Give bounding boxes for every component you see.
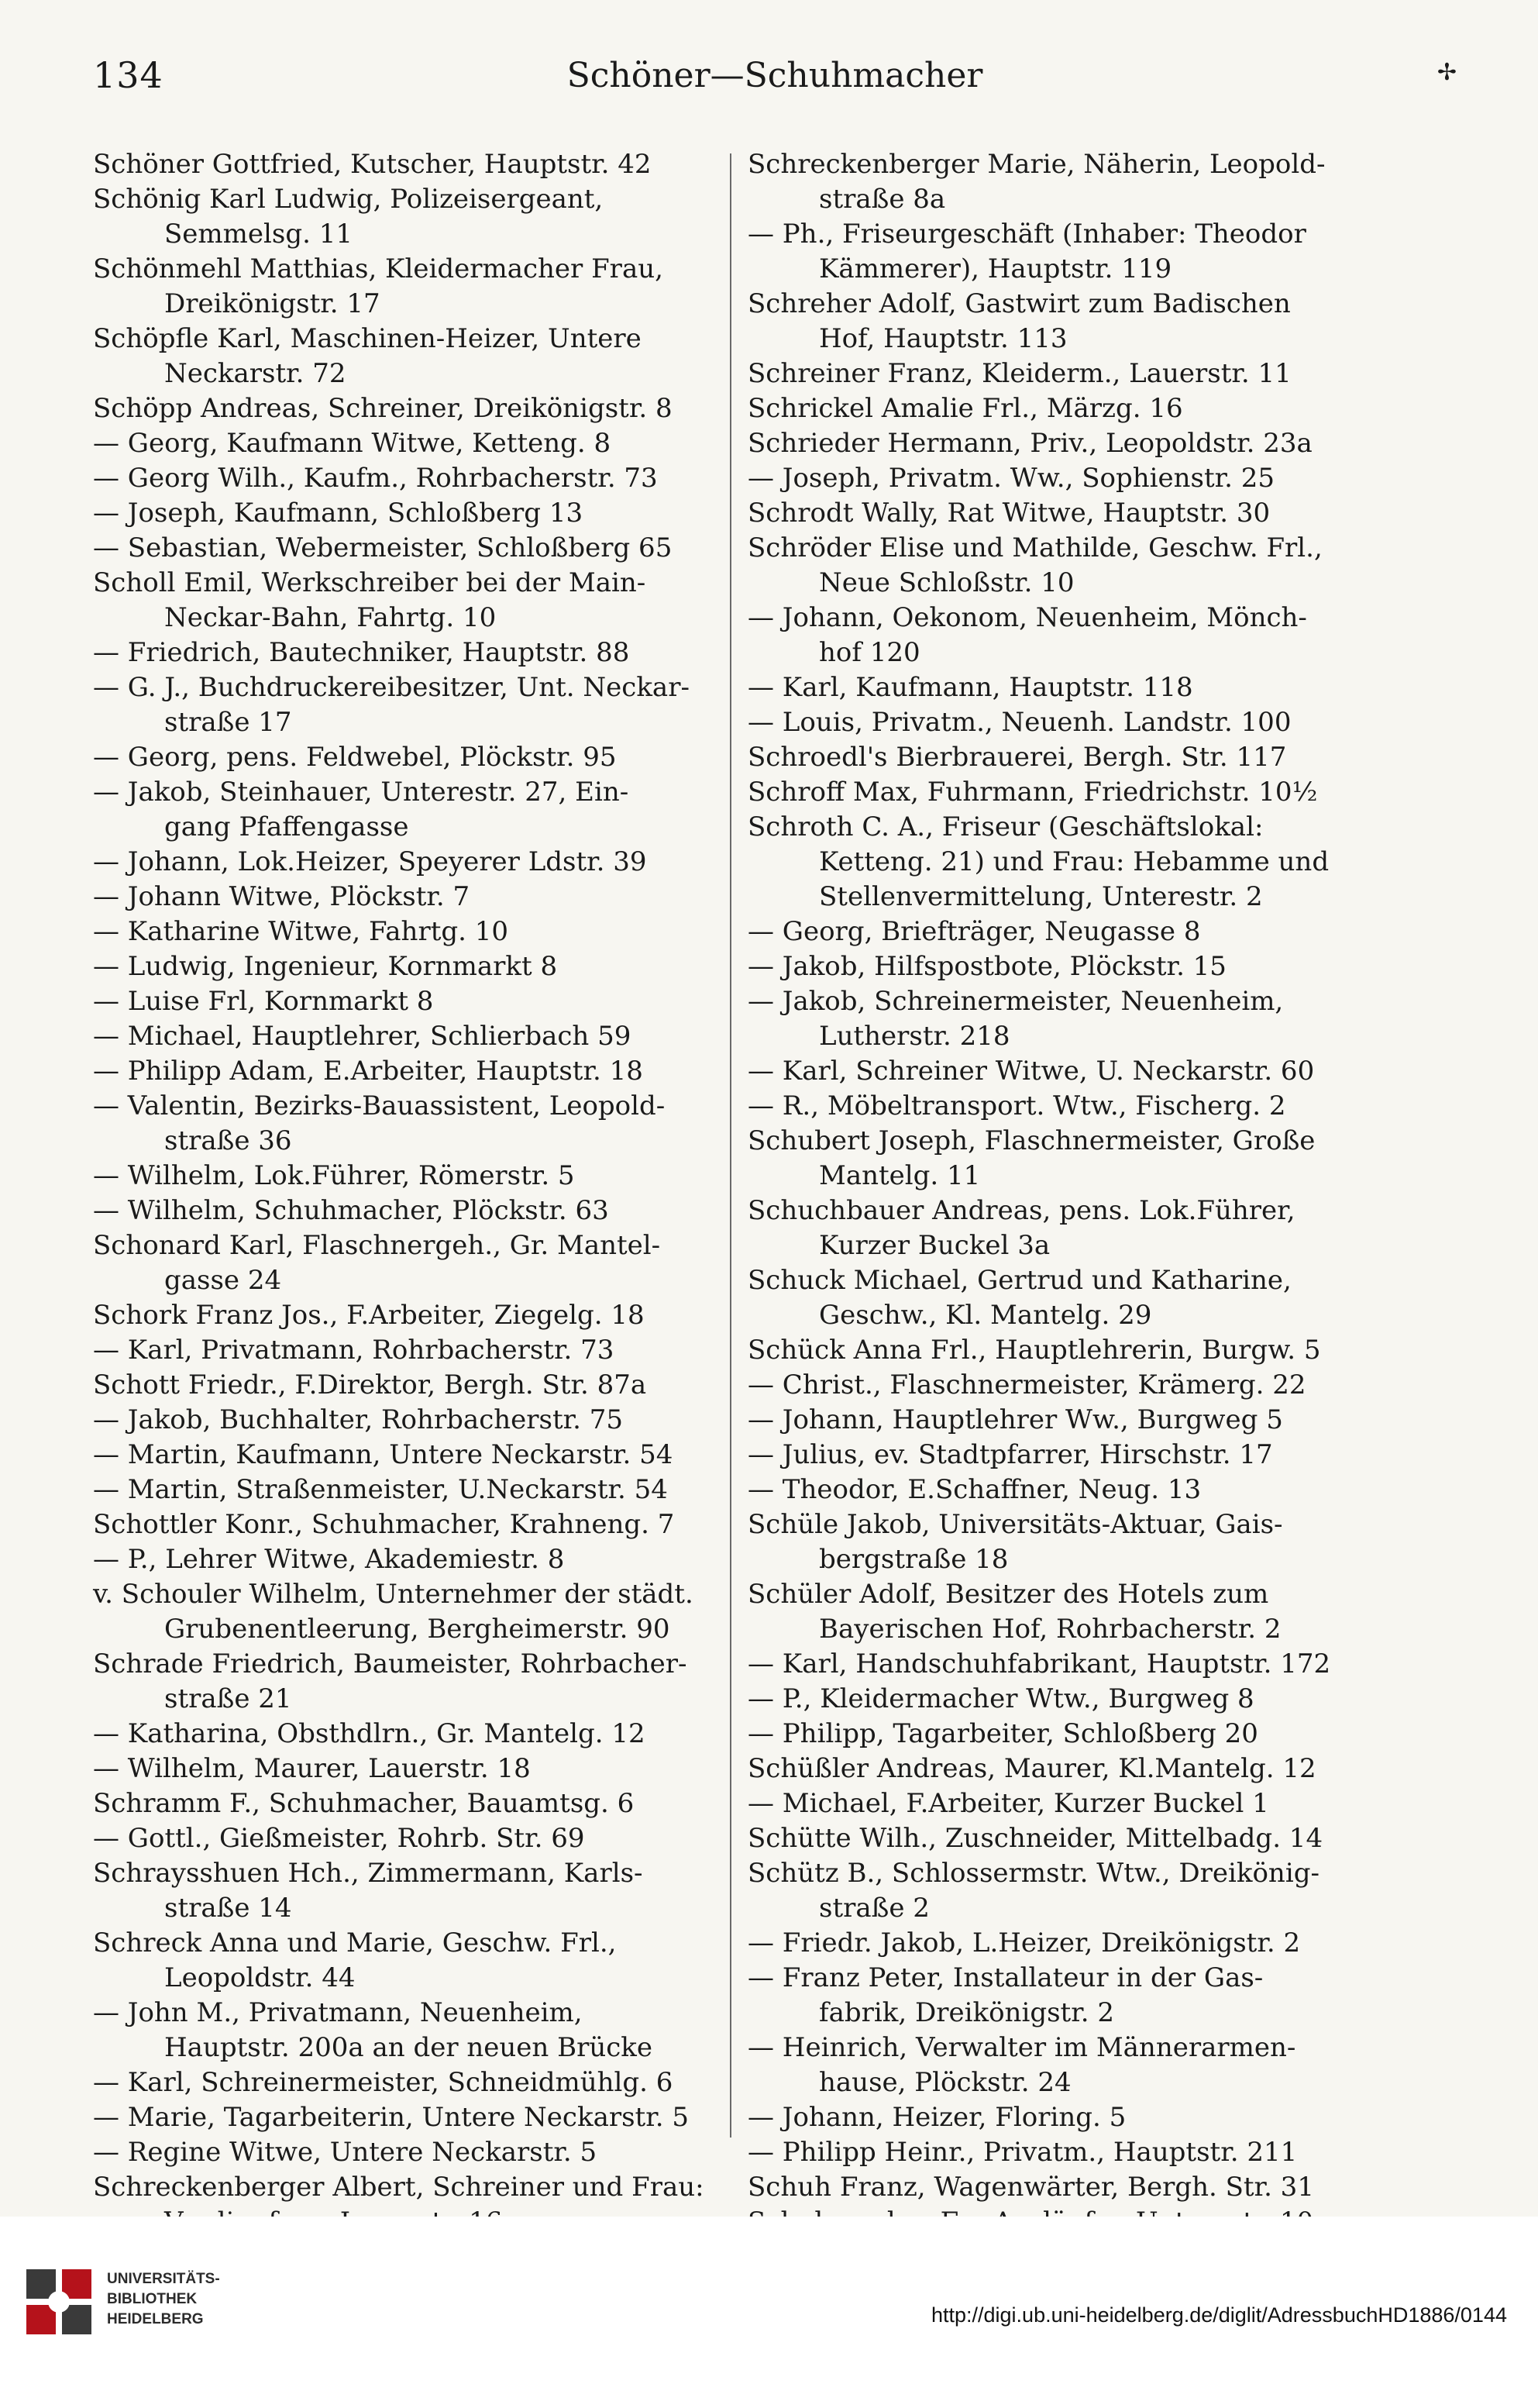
entry-continuation: Geschw., Kl. Mantelg. 29 [819,1300,1152,1331]
entry-line: — Heinrich, Verwalter im Männerarmen- [748,2032,1296,2063]
entry-line: Schramm F., Schuhmacher, Bauamtsg. 6 [93,1788,635,1819]
directory-entry [748,1333,1368,1368]
directory-entry [748,1368,1368,1403]
directory-entry [93,1926,713,1996]
entry-line: — Jakob, Hilfspostbote, Plöckstr. 15 [748,951,1227,982]
directory-entry [93,2065,713,2100]
entry-line: Schrodt Wally, Rat Witwe, Hauptstr. 30 [748,498,1271,529]
directory-entry [748,1717,1368,1752]
directory-entry [748,1786,1368,1821]
directory-entry [748,740,1368,775]
directory-entry [93,880,713,915]
directory-entry [93,2100,713,2135]
entry-continuation: Semmelsg. 11 [164,219,353,250]
entry-line: Scholl Emil, Werkschreiber bei der Main- [93,567,646,598]
directory-entry [93,845,713,880]
library-name-line: UNIVERSITÄTS- [107,2271,220,2287]
directory-entry [93,949,713,984]
entry-line: — Joseph, Kaufmann, Schloßberg 13 [93,498,583,529]
entry-continuation: fabrik, Dreikönigstr. 2 [819,1997,1114,2028]
entry-line: — R., Möbeltransport. Wtw., Fischerg. 2 [748,1090,1286,1121]
directory-entry [748,391,1368,426]
directory-entry [748,915,1368,949]
entry-line: — Georg, pens. Feldwebel, Plöckstr. 95 [93,742,617,773]
entry-line: Schönig Karl Ludwig, Polizeisergeant, [93,184,604,215]
viewer-footer [0,2217,1538,2408]
directory-entry [748,1856,1368,1926]
directory-entry [93,1856,713,1926]
entry-line: — Joseph, Privatm. Ww., Sophienstr. 25 [748,463,1275,494]
entry-line: — Jakob, Buchhalter, Rohrbacherstr. 75 [93,1404,624,1435]
entry-line: — Johann, Heizer, Floring. 5 [748,2102,1127,2133]
entry-line: Schroedl's Bierbrauerei, Bergh. Str. 117 [748,742,1287,773]
entry-continuation: Dreikönigstr. 17 [164,288,380,319]
directory-entry [93,1159,713,1194]
directory-entry [748,1821,1368,1856]
entry-line: Schröder Elise und Mathilde, Geschw. Frl., [748,532,1323,563]
entry-continuation: Bayerischen Hof, Rohrbacherstr. 2 [819,1614,1282,1645]
entry-continuation: Leopoldstr. 44 [164,1962,356,1993]
entry-continuation: straße 8a [819,184,946,215]
entry-line: — Louis, Privatm., Neuenh. Landstr. 100 [748,707,1292,738]
entry-line: — Jakob, Schreinermeister, Neuenheim, [748,986,1284,1017]
directory-entry [93,984,713,1019]
directory-entry [748,949,1368,984]
directory-entry [748,2135,1368,2170]
page-header [93,54,1457,116]
entry-line: Schüßler Andreas, Maurer, Kl.Mantelg. 12 [748,1753,1316,1784]
directory-entry [93,740,713,775]
entry-line: — Karl, Privatmann, Rohrbacherstr. 73 [93,1335,614,1366]
directory-entry [93,1054,713,1089]
entry-line: Schott Friedr., F.Direktor, Bergh. Str. 87a [93,1369,647,1400]
directory-entry [748,217,1368,287]
directory-entry [93,1507,713,1542]
entry-line: — Philipp, Tagarbeiter, Schloßberg 20 [748,1718,1258,1749]
directory-entry [93,426,713,461]
entry-line: Schütz B., Schlossermstr. Wtw., Dreikönig- [748,1858,1320,1889]
directory-entry [93,1542,713,1577]
entry-line: — Gottl., Gießmeister, Rohrb. Str. 69 [93,1823,585,1854]
entry-line: Schönmehl Matthias, Kleidermacher Frau, [93,253,663,284]
entry-line: — G. J., Buchdruckereibesitzer, Unt. Neckar- [93,672,690,703]
directory-entry [93,1752,713,1786]
directory-entry [748,461,1368,496]
entry-line: Schüle Jakob, Universitäts-Aktuar, Gais- [748,1509,1283,1540]
entry-line: Schottler Konr., Schuhmacher, Krahneng. 7 [93,1509,675,1540]
entry-line: — Franz Peter, Installateur in der Gas- [748,1962,1264,1993]
entry-line: — Sebastian, Webermeister, Schloßberg 65 [93,532,673,563]
entry-line: Schüler Adolf, Besitzer des Hotels zum [748,1579,1269,1610]
entry-continuation: straße 14 [164,1893,292,1924]
directory-entry [93,1647,713,1717]
entry-line: Schreckenberger Albert, Schreiner und Frau: [93,2172,704,2203]
directory-entry [93,1786,713,1821]
entry-continuation: straße 36 [164,1125,292,1156]
directory-entry [748,984,1368,1054]
entry-line: — Johann, Hauptlehrer Ww., Burgweg 5 [748,1404,1283,1435]
entry-continuation: Neue Schloßstr. 10 [819,567,1075,598]
entry-line: — Karl, Schreinermeister, Schneidmühlg. 6 [93,2067,673,2098]
page-number: 134 [93,54,163,96]
entry-line: — Ludwig, Ingenieur, Kornmarkt 8 [93,951,558,982]
directory-entry [748,1124,1368,1194]
directory-entry [748,1089,1368,1124]
directory-entry [93,1228,713,1298]
entry-line: Schroff Max, Fuhrmann, Friedrichstr. 10½ [748,777,1318,808]
entry-line: Schubert Joseph, Flaschnermeister, Große [748,1125,1316,1156]
running-head: Schöner—Schuhmacher [566,56,983,95]
directory-entry [93,322,713,391]
entry-line: Schroth C. A., Friseur (Geschäftslokal: [748,811,1264,842]
directory-entry [748,531,1368,601]
entry-line: — Johann Witwe, Plöckstr. 7 [93,881,470,912]
column-divider [730,153,731,2138]
entry-line: — Karl, Kaufmann, Hauptstr. 118 [748,672,1193,703]
directory-entry [748,1752,1368,1786]
entry-continuation: Stellenvermittelung, Unterestr. 2 [819,881,1263,912]
entry-line: — Philipp Heinr., Privatm., Hauptstr. 211 [748,2137,1298,2168]
entry-continuation: straße 17 [164,707,292,738]
entry-continuation: hause, Plöckstr. 24 [819,2067,1072,2098]
entry-line: — Ph., Friseurgeschäft (Inhaber: Theodor [748,219,1306,250]
directory-entry [748,1263,1368,1333]
entry-line: — Wilhelm, Lok.Führer, Römerstr. 5 [93,1160,575,1191]
entry-line: — Friedr. Jakob, L.Heizer, Dreikönigstr. 2 [748,1927,1301,1958]
entry-line: — Katharina, Obsthdlrn., Gr. Mantelg. 12 [93,1718,645,1749]
entry-continuation: Ketteng. 21) und Frau: Hebamme und [819,846,1330,877]
entry-continuation: gang Pfaffengasse [164,811,409,842]
entry-continuation: hof 120 [819,637,920,668]
directory-entry [93,1577,713,1647]
entry-continuation: Kurzer Buckel 3a [819,1230,1051,1261]
entry-line: — Georg, Briefträger, Neugasse 8 [748,916,1201,947]
entry-line: Schork Franz Jos., F.Arbeiter, Ziegelg. 18 [93,1300,645,1331]
directory-entry [748,1577,1368,1647]
directory-entry [748,1054,1368,1089]
entry-line: Schuchbauer Andreas, pens. Lok.Führer, [748,1195,1295,1226]
directory-entry [748,147,1368,217]
directory-entry [93,1089,713,1159]
entry-line: — Martin, Straßenmeister, U.Neckarstr. 54 [93,1474,668,1505]
entry-line: Schreckenberger Marie, Näherin, Leopold- [748,149,1326,180]
entry-line: — Luise Frl, Kornmarkt 8 [93,986,434,1017]
entry-line: — Jakob, Steinhauer, Unterestr. 27, Ein- [93,777,629,808]
entry-line: — Karl, Handschuhfabrikant, Hauptstr. 172 [748,1648,1331,1679]
directory-entry [93,775,713,845]
entry-line: — Georg, Kaufmann Witwe, Ketteng. 8 [93,428,611,459]
entry-line: Schreiner Franz, Kleiderm., Lauerstr. 11 [748,358,1292,389]
entry-line: — Michael, F.Arbeiter, Kurzer Buckel 1 [748,1788,1269,1819]
directory-entry [748,1682,1368,1717]
entry-line: — Julius, ev. Stadtpfarrer, Hirschstr. 17 [748,1439,1273,1470]
entry-line: — Michael, Hauptlehrer, Schlierbach 59 [93,1021,631,1052]
directory-entry [93,1821,713,1856]
directory-entry [93,1368,713,1403]
entry-line: — Marie, Tagarbeiterin, Untere Neckarstr. 5 [93,2102,689,2133]
entry-line: — Friedrich, Bautechniker, Hauptstr. 88 [93,637,630,668]
directory-entry [93,252,713,322]
entry-line: Schöner Gottfried, Kutscher, Hauptstr. 42 [93,149,652,180]
entry-continuation: straße 2 [819,1893,930,1924]
entry-line: Schreher Adolf, Gastwirt zum Badischen [748,288,1291,319]
library-name-line: BIBLIOTHEK [107,2291,198,2307]
entry-line: Schütte Wilh., Zuschneider, Mittelbadg. 14 [748,1823,1323,1854]
directory-entry [93,391,713,426]
directory-entry [93,1019,713,1054]
entry-line: — Valentin, Bezirks-Bauassistent, Leopold- [93,1090,666,1121]
directory-entry [748,426,1368,461]
printer-ornament-icon: ✢ [1436,59,1457,86]
entry-line: Schuck Michael, Gertrud und Katharine, [748,1265,1292,1296]
entry-line: Schöpp Andreas, Schreiner, Dreikönigstr. 8 [93,393,673,424]
directory-entry [93,182,713,252]
source-url-link[interactable]: http://digi.ub.uni-heidelberg.de/diglit/AdressbuchHD1886/0144 [931,2303,1507,2327]
entry-line: — John M., Privatmann, Neuenheim, [93,1997,583,2028]
entry-line: Schuh Franz, Wagenwärter, Bergh. Str. 31 [748,2172,1314,2203]
entry-line: — Katharine Witwe, Fahrtg. 10 [93,916,508,947]
entry-continuation: Lutherstr. 218 [819,1021,1010,1052]
directory-entry [93,1403,713,1438]
directory-entry [93,147,713,182]
entry-line: — P., Lehrer Witwe, Akademiestr. 8 [93,1544,565,1575]
directory-entry [748,775,1368,810]
entry-continuation: Grubenentleerung, Bergheimerstr. 90 [164,1614,670,1645]
directory-entry [748,810,1368,915]
directory-entry [748,496,1368,531]
left-column [93,147,713,2240]
directory-entry [748,1403,1368,1438]
directory-entry [93,1996,713,2065]
directory-entry [748,2031,1368,2100]
entry-line: — Karl, Schreiner Witwe, U. Neckarstr. 60 [748,1056,1315,1087]
library-name-line: HEIDELBERG [107,2311,204,2327]
directory-entry [748,1507,1368,1577]
directory-entry [93,496,713,531]
directory-entry [748,670,1368,705]
directory-entry [748,1438,1368,1473]
directory-entry [748,1926,1368,1961]
entry-line: — Philipp Adam, E.Arbeiter, Hauptstr. 18 [93,1056,643,1087]
entry-line: Schück Anna Frl., Hauptlehrerin, Burgw. 5 [748,1335,1321,1366]
directory-entry [93,2135,713,2170]
entry-line: — Georg Wilh., Kaufm., Rohrbacherstr. 73 [93,463,658,494]
entry-line: — Johann, Lok.Heizer, Speyerer Ldstr. 39 [93,846,647,877]
directory-entry [93,636,713,670]
entry-line: — Wilhelm, Schuhmacher, Plöckstr. 63 [93,1195,609,1226]
entry-continuation: Kämmerer), Hauptstr. 119 [819,253,1172,284]
entry-line: — Wilhelm, Maurer, Lauerstr. 18 [93,1753,531,1784]
entry-continuation: Neckarstr. 72 [164,358,346,389]
entry-line: — Johann, Oekonom, Neuenheim, Mönch- [748,602,1307,633]
directory-entry [93,566,713,636]
directory-entry [748,1961,1368,2031]
entry-line: Schrade Friedrich, Baumeister, Rohrbacher- [93,1648,687,1679]
entry-continuation: Hauptstr. 200a an der neuen Brücke [164,2032,653,2063]
directory-entry [93,461,713,496]
entry-line: — Theodor, E.Schaffner, Neug. 13 [748,1474,1202,1505]
entry-line: Schraysshuen Hch., Zimmermann, Karls- [93,1858,643,1889]
entry-line: Schrieder Hermann, Priv., Leopoldstr. 23a [748,428,1313,459]
directory-entry [93,531,713,566]
entry-line: Schöpfle Karl, Maschinen-Heizer, Untere [93,323,642,354]
directory-entry [93,1438,713,1473]
directory-entry [93,915,713,949]
entry-continuation: Neckar-Bahn, Fahrtg. 10 [164,602,497,633]
entry-line: v. Schouler Wilhelm, Unternehmer der städt. [93,1579,693,1610]
entry-continuation: straße 21 [164,1683,292,1714]
library-logo[interactable] [23,2262,279,2355]
entry-line: Schreck Anna und Marie, Geschw. Frl., [93,1927,617,1958]
entry-continuation: Hof, Hauptstr. 113 [819,323,1068,354]
entry-line: Schrickel Amalie Frl., Märzg. 16 [748,393,1183,424]
directory-entry [93,1473,713,1507]
directory-entry [748,601,1368,670]
entry-continuation: bergstraße 18 [819,1544,1009,1575]
right-column [748,147,1368,2240]
library-name [107,2269,220,2330]
directory-entry [93,1717,713,1752]
directory-entry [748,1194,1368,1263]
directory-entry [748,705,1368,740]
entry-line: — Martin, Kaufmann, Untere Neckarstr. 54 [93,1439,673,1470]
entry-line: Schonard Karl, Flaschnergeh., Gr. Mantel- [93,1230,661,1261]
entry-line: — P., Kleidermacher Wtw., Burgweg 8 [748,1683,1254,1714]
directory-entry [748,287,1368,357]
entry-continuation: Mantelg. 11 [819,1160,981,1191]
directory-entry [93,1333,713,1368]
entry-continuation: gasse 24 [164,1265,282,1296]
entry-line: — Regine Witwe, Untere Neckarstr. 5 [93,2137,597,2168]
directory-entry [748,357,1368,391]
directory-columns [93,147,1371,2203]
directory-entry [93,670,713,740]
university-seal-icon [23,2266,95,2337]
directory-entry [93,1298,713,1333]
directory-entry [748,1473,1368,1507]
directory-entry [748,1647,1368,1682]
directory-entry [748,2100,1368,2135]
directory-entry [93,1194,713,1228]
directory-entry [748,2170,1368,2205]
entry-line: — Christ., Flaschnermeister, Krämerg. 22 [748,1369,1306,1400]
